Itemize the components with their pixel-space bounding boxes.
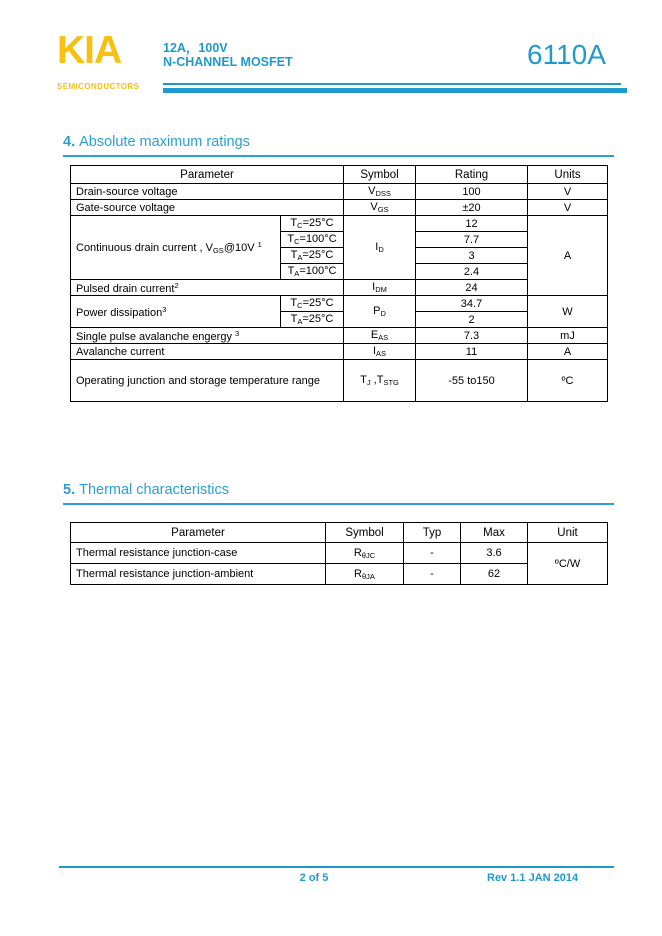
max-cell: 62 bbox=[461, 564, 528, 585]
rating-cell: 24 bbox=[416, 280, 528, 296]
column-header-symbol: Symbol bbox=[326, 523, 404, 543]
table-row bbox=[71, 543, 608, 564]
header-rule-thin bbox=[163, 83, 621, 85]
rating-cell: -55 to150 bbox=[416, 360, 528, 402]
table-row bbox=[71, 216, 608, 232]
rating-cell: 7.3 bbox=[416, 328, 528, 344]
symbol-cell: $I_{AS}$ bbox=[344, 344, 416, 360]
symbol-cell: $E_{AS}$ bbox=[344, 328, 416, 344]
section-4-rule bbox=[63, 155, 614, 157]
symbol-cell: $T_J$ $,T_{STG}$ bbox=[344, 360, 416, 402]
parameter-cell: Gate-source voltage bbox=[71, 200, 344, 216]
absolute-maximum-ratings-table bbox=[70, 165, 608, 402]
column-header-typ: Typ bbox=[404, 523, 461, 543]
part-number: 6110A bbox=[527, 39, 606, 70]
product-rating-line: 12A，100V bbox=[163, 41, 228, 55]
typ-cell: - bbox=[404, 543, 461, 564]
condition-cell: $T_A=100^\circ C$ bbox=[281, 264, 344, 280]
rating-cell: 2.4 bbox=[416, 264, 528, 280]
symbol-cell: $V_{DSS}$ bbox=[344, 184, 416, 200]
section-4-number: 4. bbox=[63, 134, 76, 150]
parameter-cell: Avalanche current bbox=[71, 344, 344, 360]
revision-label: Rev 1.1 JAN 2014 bbox=[487, 872, 579, 884]
rating-cell: 100 bbox=[416, 184, 528, 200]
column-header-unit: Unit bbox=[528, 523, 608, 543]
section-5-title: Thermal characteristics bbox=[79, 482, 229, 498]
table-row bbox=[71, 184, 608, 200]
rating-cell: 2 bbox=[416, 312, 528, 328]
brand-logo: KIA bbox=[57, 29, 122, 72]
table-header-row bbox=[71, 523, 608, 543]
column-header-parameter: Parameter bbox=[71, 523, 326, 543]
condition-cell: $T_C=100^\circ C$ bbox=[281, 232, 344, 248]
parameter-cell: Pulsed drain current$^2$ bbox=[71, 280, 344, 296]
condition-cell: $T_A=25^\circ C$ bbox=[281, 312, 344, 328]
section-5-number: 5. bbox=[63, 482, 76, 498]
rating-cell: 7.7 bbox=[416, 232, 528, 248]
table-header-row bbox=[71, 166, 608, 184]
parameter-cell: Single pulse avalanche engergy $^3$ bbox=[71, 328, 344, 344]
rating-cell: 12 bbox=[416, 216, 528, 232]
table-row bbox=[71, 200, 608, 216]
thermal-characteristics-table bbox=[70, 522, 608, 585]
brand-logo-subtext: SEMICONDUCTORS bbox=[57, 82, 140, 91]
units-cell: V bbox=[528, 200, 608, 216]
column-header-symbol: Symbol bbox=[344, 166, 416, 184]
units-cell: ºC bbox=[528, 360, 608, 402]
symbol-cell: $I_D$ bbox=[344, 216, 416, 280]
column-header-parameter: Parameter bbox=[71, 166, 344, 184]
max-cell: 3.6 bbox=[461, 543, 528, 564]
parameter-cell: Power dissipation$^3$ bbox=[71, 296, 281, 328]
table-row bbox=[71, 564, 608, 585]
table-row bbox=[71, 328, 608, 344]
units-cell: A bbox=[528, 344, 608, 360]
product-type-line: N-CHANNEL MOSFET bbox=[163, 55, 293, 69]
page-number: 2 of 5 bbox=[299, 872, 329, 884]
symbol-cell: $R_{\theta JA}$ bbox=[326, 564, 404, 585]
unit-cell: ºC/W bbox=[528, 543, 608, 585]
rating-cell: 11 bbox=[416, 344, 528, 360]
section-5-heading bbox=[63, 482, 229, 498]
symbol-cell: $R_{\theta JC}$ bbox=[326, 543, 404, 564]
section-5-rule bbox=[63, 503, 614, 505]
rating-cell: ±20 bbox=[416, 200, 528, 216]
symbol-cell: $I_{DM}$ bbox=[344, 280, 416, 296]
units-cell: W bbox=[528, 296, 608, 328]
column-header-units: Units bbox=[528, 166, 608, 184]
parameter-cell: Operating junction and storage temperature range bbox=[71, 360, 344, 402]
table-row bbox=[71, 296, 608, 312]
parameter-cell: Thermal resistance junction-ambient bbox=[71, 564, 326, 585]
units-cell: mJ bbox=[528, 328, 608, 344]
table-row bbox=[71, 280, 608, 296]
parameter-cell: Drain-source voltage bbox=[71, 184, 344, 200]
condition-cell: $T_C=25^\circ C$ bbox=[281, 296, 344, 312]
symbol-cell: $V_{GS}$ bbox=[344, 200, 416, 216]
column-header-max: Max bbox=[461, 523, 528, 543]
footer-rule bbox=[59, 866, 614, 868]
header-rule-thick bbox=[163, 88, 627, 93]
table-row bbox=[71, 360, 608, 402]
units-cell: A bbox=[528, 216, 608, 296]
symbol-cell: $P_D$ bbox=[344, 296, 416, 328]
condition-cell: $T_A=25^\circ C$ bbox=[281, 248, 344, 264]
rating-cell: 3 bbox=[416, 248, 528, 264]
parameter-cell: Thermal resistance junction-case bbox=[71, 543, 326, 564]
parameter-cell: Continuous drain current , $V_{GS}@10V$ $^1$ bbox=[71, 216, 281, 280]
column-header-rating: Rating bbox=[416, 166, 528, 184]
rating-cell: 34.7 bbox=[416, 296, 528, 312]
units-cell: V bbox=[528, 184, 608, 200]
section-4-heading bbox=[63, 134, 250, 150]
table-row bbox=[71, 344, 608, 360]
section-4-title: Absolute maximum ratings bbox=[79, 134, 250, 150]
typ-cell: - bbox=[404, 564, 461, 585]
condition-cell: $T_C=25^\circ C$ bbox=[281, 216, 344, 232]
